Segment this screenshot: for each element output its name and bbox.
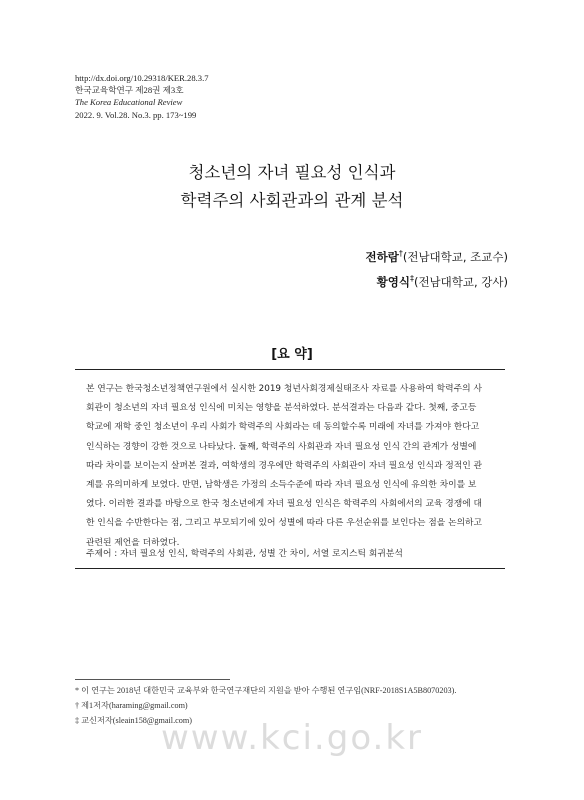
abstract-line: 인식하는 경향이 강한 것으로 나타났다. 둘째, 학력주의 사회관과 자녀 필요성 인식 간의 관계가 성별에: [86, 441, 477, 452]
abstract-bottom-rule: [75, 568, 505, 569]
abstract-line: 따라 차이를 보이는지 살펴본 결과, 여학생의 경우에만 학력주의 사회관이 자녀 필요성 인식과 정적인 관: [86, 460, 483, 471]
abstract-heading: [요 약]: [271, 347, 313, 362]
author-1-mark: †: [398, 249, 403, 258]
abstract-line: 한 인식을 수반한다는 점, 그리고 부모되기에 있어 성별에 따라 다른 우선순위를 보인다는 점을 논의하고: [86, 518, 483, 529]
abstract-top-rule: [75, 369, 505, 370]
footnote-rule: [75, 679, 230, 680]
abstract-line: 회관이 청소년의 자녀 필요성 인식에 미치는 영향을 분석하였다. 분석결과는 다음과 같다. 첫째, 중고등: [86, 403, 477, 414]
abstract-line: 계를 유의미하게 보였다. 반면, 남학생은 가정의 소득수준에 따라 자녀 필요성 인식에 유의한 차이를 보: [86, 480, 477, 491]
journal-header: [75, 72, 209, 121]
author-2-name: 황영식: [376, 274, 410, 289]
keywords: 주제어 : 자녀 필요성 인식, 학력주의 사회관, 성별 간 차이, 서열 로지스틱 회귀분석: [86, 549, 403, 559]
footnote-first-author: † 제1저자(haraming@gmail.com): [75, 701, 188, 710]
title-line-1: 청소년의 자녀 필요성 인식과: [188, 163, 396, 182]
author-2: [366, 268, 508, 293]
abstract-line: 학교에 재학 중인 청소년이 우리 사회가 학력주의 사회라는 데 동의할수록 미래에 자녀를 가져야 한다고: [86, 422, 480, 433]
issue-info: 2022. 9. Vol.28. No.3. pp. 173~199: [75, 109, 197, 120]
abstract-line: 본 연구는 한국청소년정책연구원에서 실시한 2019 청년사회경제실태조사 자료를 사용하여 학력주의 사: [86, 384, 482, 394]
abstract-body: [86, 380, 504, 553]
authors-block: [366, 243, 508, 293]
author-2-mark: ‡: [409, 273, 414, 283]
author-1: [366, 243, 508, 268]
author-2-affiliation: (전남대학교, 강사): [413, 274, 508, 289]
watermark: www.kci.go.kr: [160, 718, 423, 758]
author-1-affiliation: (전남대학교, 조교수): [402, 249, 508, 264]
journal-name-en: The Korea Educational Review: [75, 97, 183, 108]
abstract-line: 였다. 이러한 결과를 바탕으로 한국 청소년에게 자녀 필요성 인식은 학력주의 사회에서의 교육 경쟁에 대: [86, 499, 483, 510]
footnote-funding: * 이 연구는 2018년 대한민국 교육부와 한국연구재단의 지원을 받아 수행된 연구임(NRF-2018S1A5B8070203).: [75, 686, 457, 695]
title-line-2: 학력주의 사회관과의 관계 분석: [180, 191, 404, 210]
abstract-line: 관련된 제언을 더하였다.: [86, 537, 180, 548]
doi-link[interactable]: http://dx.doi.org/10.29318/KER.28.3.7: [75, 73, 209, 83]
journal-name-ko: 한국교육학연구 제28권 제3호: [75, 85, 184, 96]
author-1-name: 전하람: [365, 249, 399, 264]
footnote-corresponding-author: ‡ 교신저자(sleain158@gmail.com): [75, 716, 192, 725]
